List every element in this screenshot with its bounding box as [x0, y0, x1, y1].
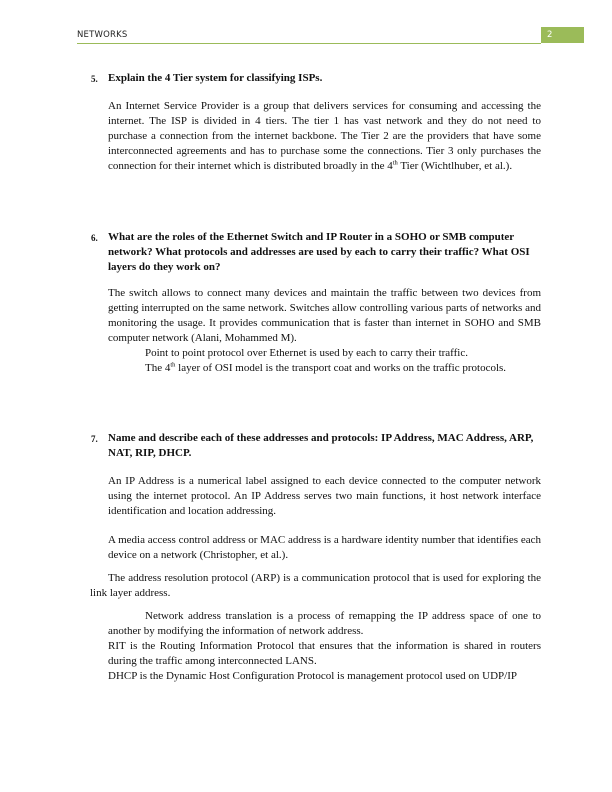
answer-7-dhcp: DHCP is the Dynamic Host Configuration Protocol is management protocol used on UDP/IP — [108, 670, 517, 682]
answer-7-rip: RIT is the Routing Information Protocol that ensures that the information is shared in routers during the traffic among interconnected LANS. — [108, 640, 541, 667]
header-divider — [77, 43, 541, 44]
answer-7-ip-address: An IP Address is a numerical label assigned to each device connected to the computer network using the internet protocol. An IP Address serves two main functions, it host network interface identification and location addressing. — [108, 475, 541, 517]
question-text: What are the roles of the Ethernet Switch and IP Router in a SOHO or SMB computer network? What protocols and addresses are used by each to carry their traffic? What OSI layers do they work on? — [108, 231, 530, 273]
answer-text: An Internet Service Provider is a group that delivers services for consuming and accessing the internet. The ISP is divided in 4 tiers. The tier 1 has vast network and they do not need to purchase a connection from the internet backbone. The Tier 2 are the providers that have some interconnected agreements and has to purchase some the connections. Tier 3 only purchases the connection for their internet which is distributed broadly in the 4 — [108, 100, 541, 172]
question-number: 6. — [91, 233, 98, 243]
answer-7-arp: The address resolution protocol (ARP) is a communication protocol that is used for exploring the link layer address. — [90, 572, 541, 599]
answer-text-tail: layer of OSI model is the transport coat and works on the traffic protocols. — [175, 362, 507, 374]
answer-6-paragraph: The switch allows to connect many devices and maintain the traffic between two devices from getting interrupted on the same network. Switches allow controlling various parts of networks and monitoring the usage. It provides communication that is faster than internet in SOHO and SMB computer network (Alani, Mohammed M). — [108, 287, 541, 344]
superscript: th — [392, 159, 398, 167]
page-number-badge: 2 — [541, 27, 584, 43]
question-text: Explain the 4 Tier system for classifying ISPs. — [108, 72, 323, 84]
answer-6-protocol-line: Point to point protocol over Ethernet is used by each to carry their traffic. — [145, 347, 468, 359]
answer-6-osi-line — [145, 361, 541, 376]
question-5 — [91, 71, 541, 86]
question-7 — [91, 431, 541, 461]
question-6 — [91, 230, 541, 275]
answer-text: The 4 — [145, 362, 171, 374]
running-header: NETWORKS — [77, 30, 128, 40]
question-number: 7. — [91, 434, 98, 444]
answer-7-nat: Network address translation is a process of remapping the IP address space of one to another by modifying the information of network address. — [108, 610, 541, 637]
answer-5-paragraph — [108, 99, 541, 174]
answer-7-mac-address: A media access control address or MAC address is a hardware identity number that identifies each device on a network (Christopher, et al.). — [108, 534, 541, 561]
question-text: Name and describe each of these addresses and protocols: IP Address, MAC Address, ARP, NAT, RIP, DHCP. — [108, 432, 534, 459]
question-number: 5. — [91, 74, 98, 84]
superscript: th — [170, 361, 176, 369]
answer-text-tail: Tier (Wichtlhuber, et al.). — [397, 160, 513, 172]
